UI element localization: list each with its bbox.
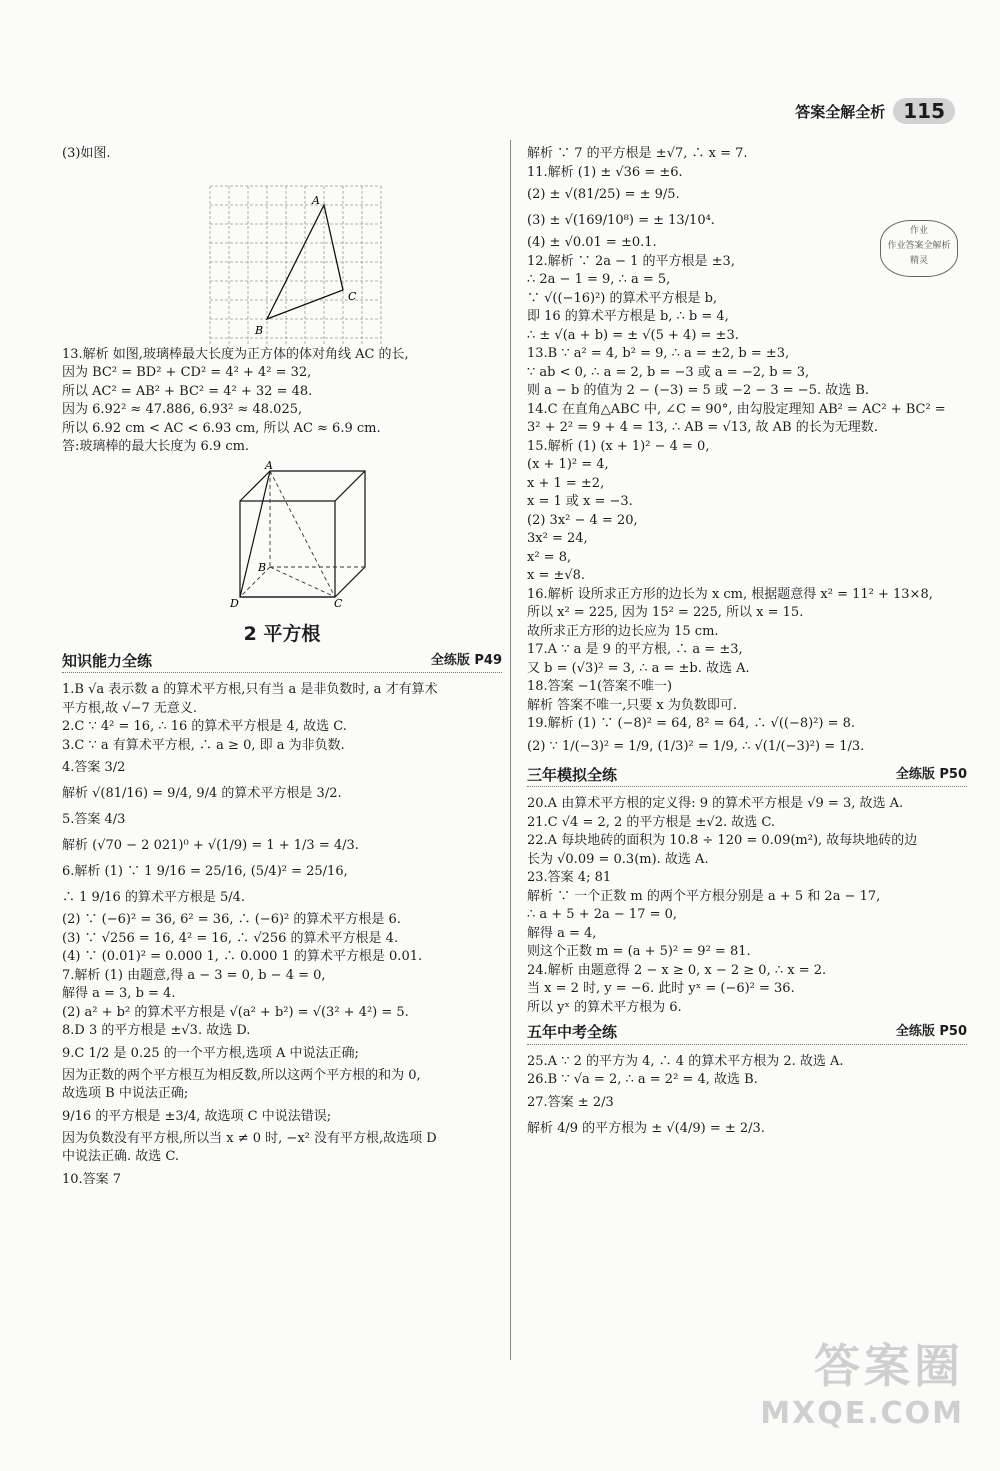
text-line: 4.答案 3/2 bbox=[62, 760, 126, 775]
text-line: ∵ √((−16)²) 的算术平方根是 b, bbox=[527, 290, 718, 306]
text-line: 16.解析 设所求正方形的边长为 x cm, 根据题意得 x² = 11² + 13×8, bbox=[527, 586, 933, 602]
text-line: 故选项 B 中说法正确; bbox=[62, 1086, 189, 1101]
svg-text:B: B bbox=[258, 560, 267, 574]
text-line: 12.解析 ∵ 2a − 1 的平方根是 ±3, bbox=[527, 253, 735, 269]
svg-text:A: A bbox=[265, 458, 273, 472]
right-column bbox=[527, 145, 967, 1142]
header-title: 答案全解全析 bbox=[795, 102, 886, 121]
text-line: 故所求正方形的边长应为 15 cm. bbox=[527, 623, 719, 639]
text-line: 答:玻璃棒的最大长度为 6.9 cm. bbox=[62, 439, 250, 454]
text-line: 解析 √(81/16) = 9/4, 9/4 的算术平方根是 3/2. bbox=[62, 786, 342, 801]
text-line: ∴ a + 5 + 2a − 17 = 0, bbox=[527, 907, 678, 922]
text-line: 27.答案 ± 2/3 bbox=[527, 1094, 614, 1110]
text-line: 3x² = 24, bbox=[527, 531, 588, 546]
text-line: (2) ± √(81/25) = ± 9/5. bbox=[527, 187, 680, 202]
text-line: 19.解析 (1) ∵ (−8)² = 64, 8² = 64, ∴ √((−8)²) = 8. bbox=[527, 716, 856, 731]
page-number: 115 bbox=[893, 98, 955, 124]
text-line: 22.A 每块地砖的面积为 10.8 ÷ 120 = 0.09(m²), 故每块地砖的边 bbox=[527, 833, 918, 848]
text-line: 因为正数的两个平方根互为相反数,所以这两个平方根的和为 0, bbox=[62, 1067, 421, 1083]
text-line: 8.D 3 的平方根是 ±√3. 故选 D. bbox=[62, 1023, 251, 1038]
text-line: 则这个正数 m = (a + 5)² = 9² = 81. bbox=[527, 944, 751, 959]
text-line: 25.A ∵ 2 的平方为 4, ∴ 4 的算术平方根为 2. 故选 A. bbox=[527, 1053, 844, 1069]
cube-figure bbox=[62, 459, 502, 609]
text-line: (3) ± √(169/10⁸) = ± 13/10⁴. bbox=[527, 213, 715, 228]
text-line: 24.解析 由题意得 2 − x ≥ 0, x − 2 ≥ 0, ∴ x = 2. bbox=[527, 962, 827, 978]
text-line: 2.C ∵ 4² = 16, ∴ 16 的算术平方根是 4, 故选 C. bbox=[62, 719, 347, 734]
text-line: 因为负数没有平方根,所以当 x ≠ 0 时, −x² 没有平方根,故选项 D bbox=[62, 1130, 437, 1146]
text-line: 13.解析 如图,玻璃棒最大长度为正方体的体对角线 AC 的长, bbox=[62, 346, 409, 362]
text-line: 中说法正确. 故选 C. bbox=[62, 1149, 180, 1164]
text-line: (4) ∵ (0.01)² = 0.000 1, ∴ 0.000 1 的算术平方根是 0.01. bbox=[62, 949, 423, 964]
column-divider bbox=[510, 140, 511, 1360]
watermark-logo: 答案圈 MXQE.COM bbox=[760, 1339, 964, 1431]
text-line: 14.C 在直角△ABC 中, ∠C = 90°, 由勾股定理知 AB² = AC² + BC² = bbox=[527, 401, 946, 417]
text-line: 9.C 1/2 是 0.25 的一个平方根,选项 A 中说法正确; bbox=[62, 1045, 359, 1061]
text-line: 则 a − b 的值为 2 − (−3) = 5 或 −2 − 3 = −5. 故选 B. bbox=[527, 383, 870, 398]
svg-text:A: A bbox=[312, 193, 320, 207]
text-line: 解得 a = 3, b = 4. bbox=[62, 986, 176, 1001]
text-line: 5.答案 4/3 bbox=[62, 812, 126, 827]
text-line: 解析 ∵ 一个正数 m 的两个平方根分别是 a + 5 和 2a − 17, bbox=[527, 888, 881, 904]
text-line: 解析 4/9 的平方根为 ± √(4/9) = ± 2/3. bbox=[527, 1120, 765, 1136]
text-line: 6.解析 (1) ∵ 1 9/16 = 25/16, (5/4)² = 25/16, bbox=[62, 864, 348, 879]
text-line: (2) ∵ (−6)² = 36, 6² = 36, ∴ (−6)² 的算术平方根是 6. bbox=[62, 912, 401, 927]
text-line: 18.答案 −1(答案不唯一) bbox=[527, 679, 673, 694]
grid-triangle-figure bbox=[62, 166, 502, 344]
text-line: 10.答案 7 bbox=[62, 1171, 122, 1187]
text-line: 9/16 的平方根是 ±3/4, 故选项 C 中说法错误; bbox=[62, 1108, 332, 1124]
text-line: 因为 6.92² ≈ 47.886, 6.93² ≈ 48.025, bbox=[62, 402, 303, 417]
text-line: 23.答案 4; 81 bbox=[527, 870, 612, 885]
text-line: 又 b = (√3)² = 3, ∴ a = ±b. 故选 A. bbox=[527, 660, 750, 676]
text-line: 解析 ∵ 7 的平方根是 ±√7, ∴ x = 7. bbox=[527, 146, 748, 161]
text-line: 当 x = 2 时, y = −6. 此时 yˣ = (−6)² = 36. bbox=[527, 981, 795, 996]
text-line: 17.A ∵ a 是 9 的平方根, ∴ a = ±3, bbox=[527, 642, 743, 657]
text-line: 20.A 由算术平方根的定义得: 9 的算术平方根是 √9 = 3, 故选 A. bbox=[527, 796, 904, 811]
text-line: x + 1 = ±2, bbox=[527, 475, 605, 491]
text-line: (4) ± √0.01 = ±0.1. bbox=[527, 235, 657, 250]
svg-text:C: C bbox=[348, 289, 357, 303]
svg-text:D: D bbox=[230, 596, 239, 609]
text-line: 1.B √a 表示数 a 的算术平方根,只有当 a 是非负数时, a 才有算术 bbox=[62, 682, 438, 697]
text-line: (2) a² + b² 的算术平方根是 √(a² + b²) = √(3² + 4²) = 5. bbox=[62, 1004, 409, 1020]
text-line: 所以 AC² = AB² + BC² = 4² + 32 = 48. bbox=[62, 383, 313, 399]
text-line: ∴ ± √(a + b) = ± √(5 + 4) = ±3. bbox=[527, 327, 739, 343]
text-line: 长为 √0.09 = 0.3(m). 故选 A. bbox=[527, 851, 709, 867]
text-line: 所以 x² = 225, 因为 15² = 225, 所以 x = 15. bbox=[527, 605, 804, 620]
text-line: x = ±√8. bbox=[527, 568, 586, 583]
section-header: 三年模拟全练 全练版 P50 bbox=[527, 766, 967, 788]
page-header bbox=[795, 98, 955, 124]
text-line: (3) ∵ √256 = 16, 4² = 16, ∴ √256 的算术平方根是 4. bbox=[62, 930, 399, 946]
chapter-title: 2 平方根 bbox=[243, 622, 321, 645]
svg-text:B: B bbox=[255, 323, 264, 337]
text-line: 13.B ∵ a² = 4, b² = 9, ∴ a = ±2, b = ±3, bbox=[527, 346, 790, 361]
section-header: 知识能力全练 全练版 P49 bbox=[62, 652, 502, 674]
svg-text:C: C bbox=[334, 596, 343, 609]
text-line: (2) ∵ 1/(−3)² = 1/9, (1/3)² = 1/9, ∴ √(1/(−3)²) = 1/3. bbox=[527, 738, 865, 754]
text-line: 解得 a = 4, bbox=[527, 925, 597, 941]
text-line: 26.B ∵ √a = 2, ∴ a = 2² = 4, 故选 B. bbox=[527, 1072, 758, 1087]
text-line: 3² + 2² = 9 + 4 = 13, ∴ AB = √13, 故 AB 的长为无理数. bbox=[527, 420, 878, 435]
text-line: 所以 6.92 cm < AC < 6.93 cm, 所以 AC ≈ 6.9 cm. bbox=[62, 420, 381, 436]
text-line: ∵ ab < 0, ∴ a = 2, b = −3 或 a = −2, b = 3, bbox=[527, 364, 810, 380]
text-line: 7.解析 (1) 由题意,得 a − 3 = 0, b − 4 = 0, bbox=[62, 967, 326, 983]
text-line: 21.C √4 = 2, 2 的平方根是 ±√2. 故选 C. bbox=[527, 814, 775, 830]
text-line: (2) 3x² − 4 = 20, bbox=[527, 512, 638, 528]
text-line: 所以 yˣ 的算术平方根为 6. bbox=[527, 999, 682, 1015]
text-line: 因为 BC² = BD² + CD² = 4² + 4² = 32, bbox=[62, 365, 312, 380]
text-line: (3)如图. bbox=[62, 146, 111, 161]
text-line: (x + 1)² = 4, bbox=[527, 457, 609, 472]
text-line: x² = 8, bbox=[527, 549, 572, 565]
text-line: 解析 (√70 − 2 021)⁰ + √(1/9) = 1 + 1/3 = 4/3. bbox=[62, 838, 359, 853]
text-line: 3.C ∵ a 有算术平方根, ∴ a ≥ 0, 即 a 为非负数. bbox=[62, 737, 345, 753]
text-line: ∴ 2a − 1 = 9, ∴ a = 5, bbox=[527, 272, 671, 287]
left-column bbox=[62, 145, 502, 1193]
text-line: 15.解析 (1) (x + 1)² − 4 = 0, bbox=[527, 438, 710, 454]
text-line: 即 16 的算术平方根是 b, ∴ b = 4, bbox=[527, 309, 729, 324]
text-line: x = 1 或 x = −3. bbox=[527, 494, 633, 509]
section-header: 五年中考全练 全练版 P50 bbox=[527, 1023, 967, 1045]
stamp-logo: 作业 作业答案全解析 精灵 bbox=[880, 220, 958, 277]
text-line: 平方根,故 √−7 无意义. bbox=[62, 700, 197, 716]
text-line: ∴ 1 9/16 的算术平方根是 5/4. bbox=[62, 890, 246, 905]
text-line: 解析 答案不唯一,只要 x 为负数即可. bbox=[527, 697, 737, 713]
text-line: 11.解析 (1) ± √36 = ±6. bbox=[527, 164, 683, 180]
